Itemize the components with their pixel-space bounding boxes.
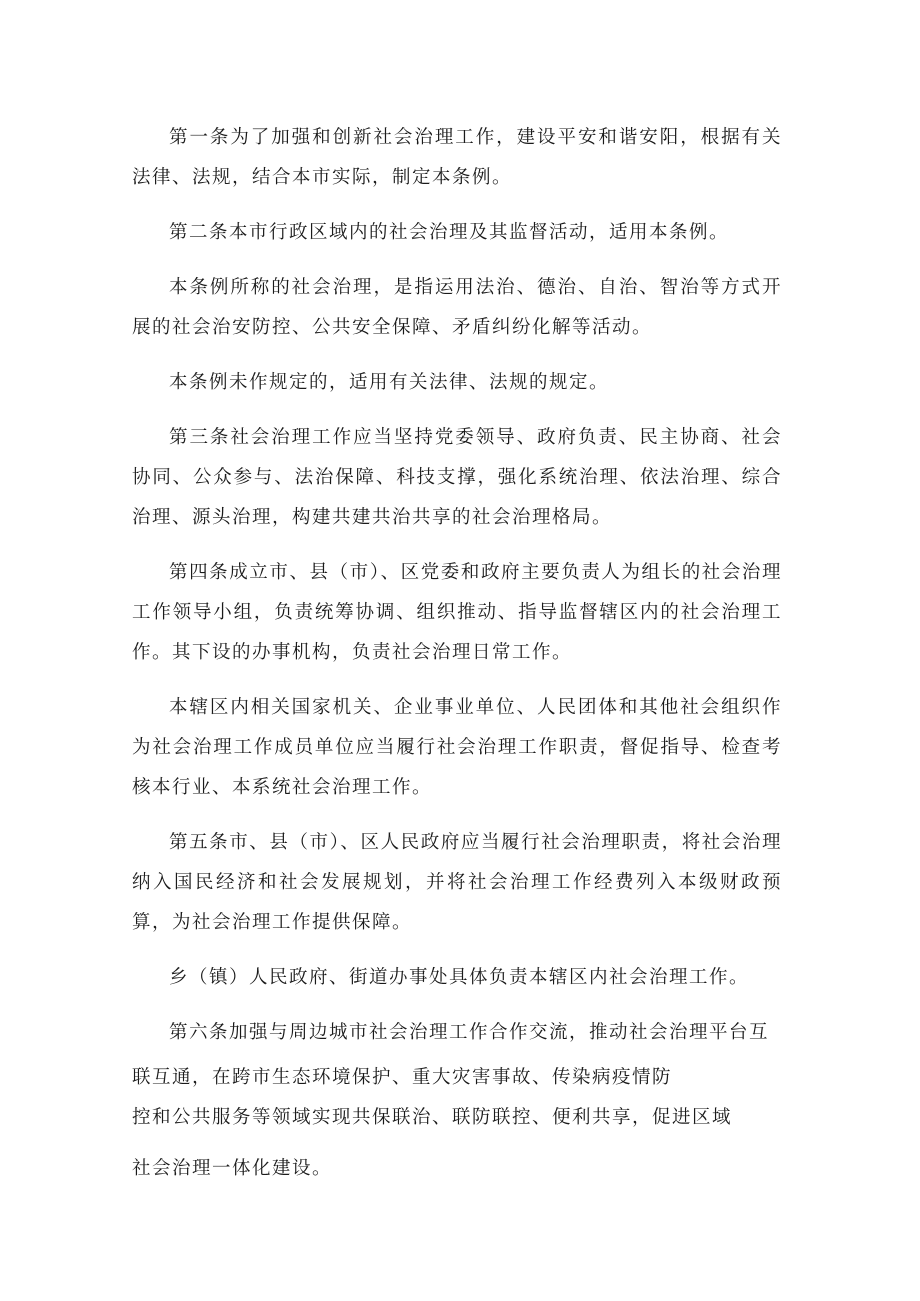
paragraph-article-2-supplement: 本条例未作规定的，适用有关法律、法规的规定。	[169, 372, 610, 393]
article-6-line-3: 控和公共服务等领域实现共保联治、联防联控、便利共享，促进区域	[132, 1107, 733, 1128]
paragraph-article-3: 第三条社会治理工作应当坚持党委领导、政府负责、民主协商、社会协同、公众参与、法治保障、科技支撑，强化系统治理、依法治理、综合治理、源头治理，构建共建共治共享的社会治理格局。	[132, 427, 782, 528]
paragraph-article-4-members: 本辖区内相关国家机关、企业事业单位、人民团体和其他社会组织作为社会治理工作成员单位应当履行社会治理工作职责，督促指导、检查考核本行业、本系统社会治理工作。	[132, 697, 782, 798]
paragraph-article-2: 第二条本市行政区域内的社会治理及其监督活动，适用本条例。	[169, 222, 730, 243]
paragraph-article-5-township: 乡（镇）人民政府、街道办事处具体负责本辖区内社会治理工作。	[169, 967, 750, 988]
article-6-line-2: 联互通，在跨市生态环境保护、重大灾害事故、传染病疫情防	[132, 1067, 673, 1088]
paragraph-article-5: 第五条市、县（市）、区人民政府应当履行社会治理职责，将社会治理纳入国民经济和社会发展规划，并将社会治理工作经费列入本级财政预算，为社会治理工作提供保障。	[132, 832, 782, 933]
article-6-line-1: 第六条加强与周边城市社会治理工作合作交流，推动社会治理平台互	[169, 1022, 770, 1043]
paragraph-article-6	[132, 1013, 782, 1189]
document-body	[132, 118, 782, 1189]
paragraph-article-4: 第四条成立市、县（市）、区党委和政府主要负责人为组长的社会治理工作领导小组，负责统筹协调、组织推动、指导监督辖区内的社会治理工作。其下设的办事机构，负责社会治理日常工作。	[132, 562, 782, 663]
article-6-line-4: 社会治理一体化建设。	[132, 1158, 333, 1179]
paragraph-article-2-definition: 本条例所称的社会治理，是指运用法治、德治、自治、智治等方式开展的社会治安防控、公共安全保障、矛盾纠纷化解等活动。	[132, 277, 782, 338]
paragraph-article-1: 第一条为了加强和创新社会治理工作，建设平安和谐安阳，根据有关法律、法规，结合本市实际，制定本条例。	[132, 127, 782, 188]
